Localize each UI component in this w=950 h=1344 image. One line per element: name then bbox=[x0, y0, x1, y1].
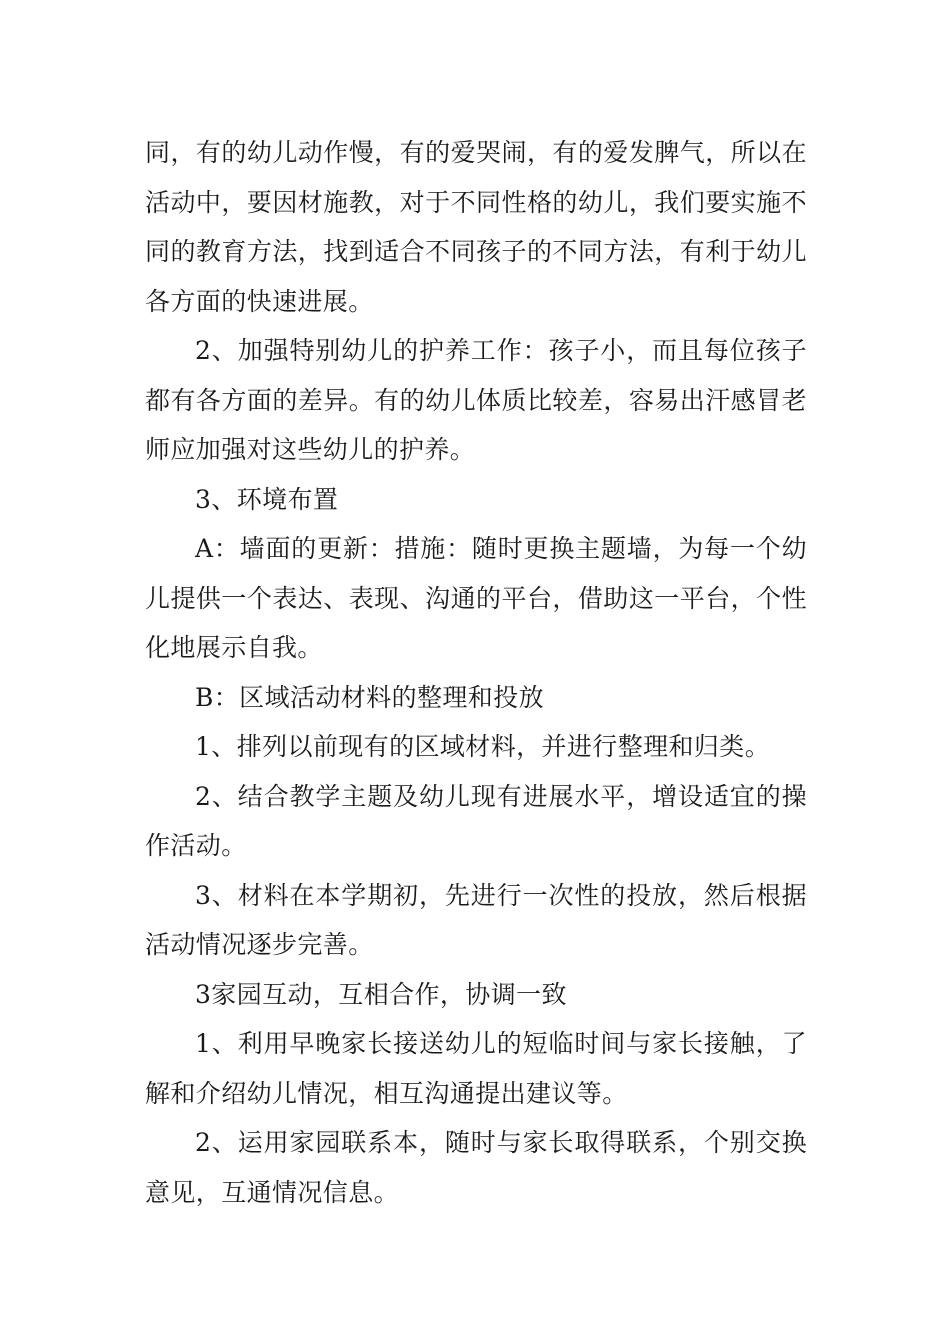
heading-area-materials: B：区域活动材料的整理和投放 bbox=[195, 682, 544, 712]
list-item-materials-2: 2、结合教学主题及幼儿现有进展水平，增设适宜的操作活动。 bbox=[145, 781, 807, 860]
list-item-home-school-2: 2、运用家园联系本，随时与家长取得联系，个别交换意见，互通情况信息。 bbox=[145, 1128, 807, 1207]
paragraph-wall-update: A：墙面的更新：措施：随时更换主题墙，为每一个幼儿提供一个表达、表现、沟通的平台，借助这一平台，个性化地展示自我。 bbox=[145, 534, 807, 662]
heading-home-school: 3家园互动，互相合作，协调一致 bbox=[195, 979, 567, 1009]
document-body bbox=[145, 128, 807, 1217]
list-item-materials-3: 3、材料在本学期初，先进行一次性的投放，然后根据活动情况逐步完善。 bbox=[145, 880, 807, 959]
heading-environment: 3、环境布置 bbox=[195, 484, 339, 514]
paragraph-continuation: 同，有的幼儿动作慢，有的爱哭闹，有的爱发脾气，所以在活动中，要因材施教，对于不同性格的幼儿，我们要实施不同的教育方法，找到适合不同孩子的不同方法，有利于幼儿各方面的快速进展。 bbox=[145, 138, 807, 316]
paragraph-special-care: 2、加强特别幼儿的护养工作：孩子小，而且每位孩子都有各方面的差异。有的幼儿体质比较差，容易出汗感冒老师应加强对这些幼儿的护养。 bbox=[145, 336, 807, 464]
list-item-materials-1: 1、排列以前现有的区域材料，并进行整理和归类。 bbox=[195, 732, 771, 761]
list-item-home-school-1: 1、利用早晚家长接送幼儿的短临时间与家长接触，了解和介绍幼儿情况，相互沟通提出建议等。 bbox=[145, 1029, 807, 1108]
